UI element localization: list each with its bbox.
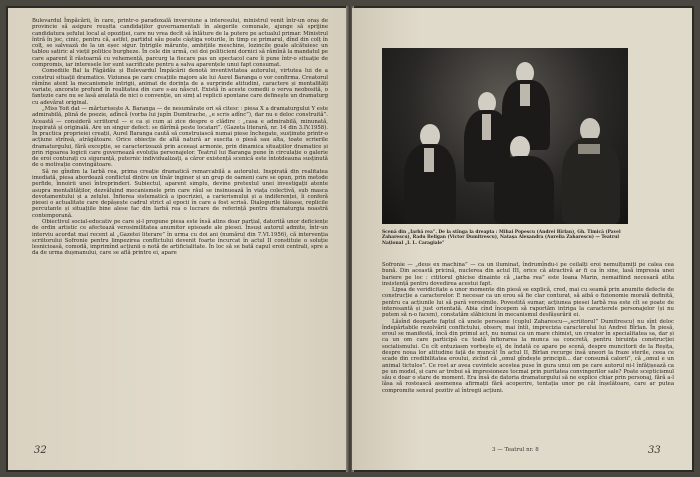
footer-note: 3 — Teatrul nr. 8 — [492, 447, 539, 453]
left-text-column — [32, 18, 328, 257]
right-text-column — [382, 262, 674, 394]
page-number-left: 32 — [34, 445, 47, 456]
left-paragraph: Să ne gîndim la Iarbă rea, prima creație dramatică remarcabilă a autorului. Inspirată din realitatea imediată, piesa abordează conflictul dintre un tînăr inginer și un grup de oameni care se opun, prin metode perfide, înnoirii unei întreprinderi. Subiectul, aparent simplu, devine pretextul unei investigații atente asupra mentalităților, dezvăluind mecanismele prin care răul se insinuează în viața colectivă, sub masca devotamentului și a zelului. Înfierea sistematică a ipocriziei, a carierismului și a indiferenței, îi conferă piesei o actualitate care depășește cadrul strict al epocii în care a fost scrisă. Dialogurile tăioase, replicile percutante și situațiile bine alese fac din Iarbă rea o lucrare de referință pentru dramaturgia noastră contemporană. — [32, 168, 328, 219]
left-page — [8, 8, 348, 470]
right-paragraph: Sofronie — „deus ex machina” — ca un iluminat, îndrumîndu-i pe ceilalți eroi nemulțumiți pe calea cea bună. Din această pricină, nuclerea din actul III, orice că atractivă ar fi ca în sine, lasă impresia unei bariere pe loc : cititorul ghicise dinainte că „iarba rea” este Ioana Marin, nemaifiind necesară atîta insistență pentru dovedirea acestui fapt. — [382, 262, 674, 287]
left-paragraph: Bulevardul Împăcării, în care, printr-o paradoxală inversiune a interesului, ministrul venit într-un oraș de provincie să asigure reușita candidaților guvernamentali în alegerile comunale, ajunge să sprijine candidatura șefului local al opoziției, care nu vrea decît să înlăture de la putere pe actualul primar. Ministrul întră în joc, cinic, pentru că, astfel, partidul său poate câștiga voturile, în timp ce primarul, dînd din colț în colț, se salvează de la un eșec sigur. Intrigile mărunte, ambițiile meschine, lozincile goale alcătuiesc un tablou satiric al vieții politice burgheze. În cele din urmă, cei doi politicieni dornici să rămînă la mandatul pe care aparent îl răstoarnă cu vehemență, parcurg la fiecare pas un spectacol care îi pune într-o situație de compromis, iar interesele lor sunt sacrificate pentru a salva aparențele unui fapt consumat. — [32, 18, 328, 68]
stage-photograph — [382, 48, 628, 224]
right-page — [352, 8, 692, 470]
right-paragraph: Lipsa de veridicitate a unor momente din piesă se explică, cred, mai cu seamă prin anumite defecte de construcție a caracterelor. E necesar ca un erou să fie clar conturat, să aibă o fizionomie morală definită, pentru ca acțiunile lui să pară verosimile. Povestită sumar, acțiunea piesei Iarbă rea este cît se poate de interesantă și just orientată. Abia cînd începem să raportăm intriga la caracterele personajelor (și nu putem să n-o facem), constatăm slăbiciuni în mecanismul desfășurării ei. — [382, 287, 674, 319]
actor-shirt — [424, 148, 434, 172]
actor-shirt — [520, 84, 530, 106]
right-paragraph: Lăsînd deoparte faptul că unele persoane (cuplul Zaharescu—„scriitorul” Dumitrescu) nu sînt deloc îndepărtabile rezolvării conflictului, observ, mai întîi, imprecizia caracterului lui Andrei Bîrlan. În piesă, eroul se manifestă, încă din primul act, nu numai ca un mare chimist, un creator în specialitatea sa, dar și ca un om care participă cu toată înfiorarea la munca sa concretă, pentru biruința construcției socialismului. Cu cît entuziasm vorbește el, de îndată ce apare pe scenă, despre muncitorii de la Reșița, despre noua lor atitudine față de muncă! În actul II, Bîrlan recurge însă uneori la fraze sterile, ceea ce scade din credibilitatea eroului, zicînd că „omul gîndește principii... dar consumă calorii”, că „omul e un animal tictulos”. Ce rost ar avea cuvintele acestea puse în gura unui om pe care autorul ni-l înfățișează ca pe un model, și care ar trebui să impresioneze tocmai prin puritatea convingerilor sale? Poate scepticismul său e doar o stare de moment. Era însă de datoria dramaturgului să ne explice chiar prin personaj, fără a-l lăsa să rostească asemenea afirmații fără acoperire, tentația unor pe căi înșelătoare, care ar putea compromite sensul pozitiv al întregii acțiuni. — [382, 318, 674, 394]
book-spread — [6, 6, 694, 472]
left-paragraph: Obiectivul social-educativ pe care și-l propune piesa este însă atins doar parțial, datorită unor deficiențe de ordin artistic ce afectează verosimilitatea anumitor episoade ale piesei. Însuși autorul admite, într-un interviu acordat mai recent al „Gazetei literare” în urma cu doi ani (numărul din 7.VI.1956), că intervenția scriitorului Sofronie pentru limpezirea conflictului devenit foarte încurcat în actul II constituie o soluție lesnicioasă, comodă, imprimînd acțiunii o notă de artificialitate. În loc să se bată capul eroii centrali, spre a da de urma dușmanului, care se află printre ei, apare — [32, 219, 328, 257]
page-number-right: 33 — [648, 445, 661, 456]
photo-caption: Scenă din „Iarbă rea”. De la stînga la dreapta : Mihai Popescu (Andrei Bîrlan), Gh. Timică (Pavel Zaharescu), Radu Beligan (Victor Dumitrescu), Natașa Alexandra (Aurelia Zaharescu) — Teatrul Național „I. L. Caragiale” — [382, 230, 621, 246]
actor-collar — [578, 144, 600, 154]
actor-shirt — [482, 114, 491, 140]
left-paragraph: „Miss Yoit dat — mărturisește A. Baranga — de nesumărate ori să citesc : piesa X a dramaturgului Y este admirabilă, plină de poezie, adîncă (vorba lui jupîn Dumitrache, „e scris adînc”), dar nu e deloc construită”. Această — consideră scriitorul — e ca și cum ai zice despre o clădire : „casa e admirabilă, minunată, inspirată și originală. Are un singur defect: se dărîmă peste locatari”. (Gazeta literară, nr. 14 din 3.IV.1958). În practica proprieiei creații, Aurel Baranga caută să construiască numai piese închegate, susținute printr-o acțiune strînsă, atrăgătoare. Orice obiecție de altă natură ar suscita o piesă sau alta, toate scrierile dramaturgului, fără excepție, se caracterizează prin aceeași armonie, prin dinamica situațiilor dramatice și prin rigoarea logicii care guvernează evoluția personajelor. Teatrul lui Baranga pune în circulație o galerie de eroi conturați cu siguranță, puternic individualizați, a căror existență scenică este întotdeauna susținută de o motivație convingătoare. — [32, 105, 328, 169]
left-paragraph: Comediile Bal la Făgădău și Bulevardul Împăcării denotă inventivitatea autorului, virtutea lui de a construi situații dramatice. Viziunea pe care creațiile majore ale lui Aurel Baranga o vor confirma. Creatorul rămîne atent la mecanismele intrigii, animat de dorința de a surprinde atitudini, caractere și mentalități variate, ancorate profund în realitatea din care s-au născut. Există în aceste comedii o verva neobosită, o fantezie care nu se lasă anulată de nici o convenție, un simț al replicii spontane care definește un dramaturg cu adevărat original. — [32, 68, 328, 106]
actor-body — [494, 156, 554, 224]
